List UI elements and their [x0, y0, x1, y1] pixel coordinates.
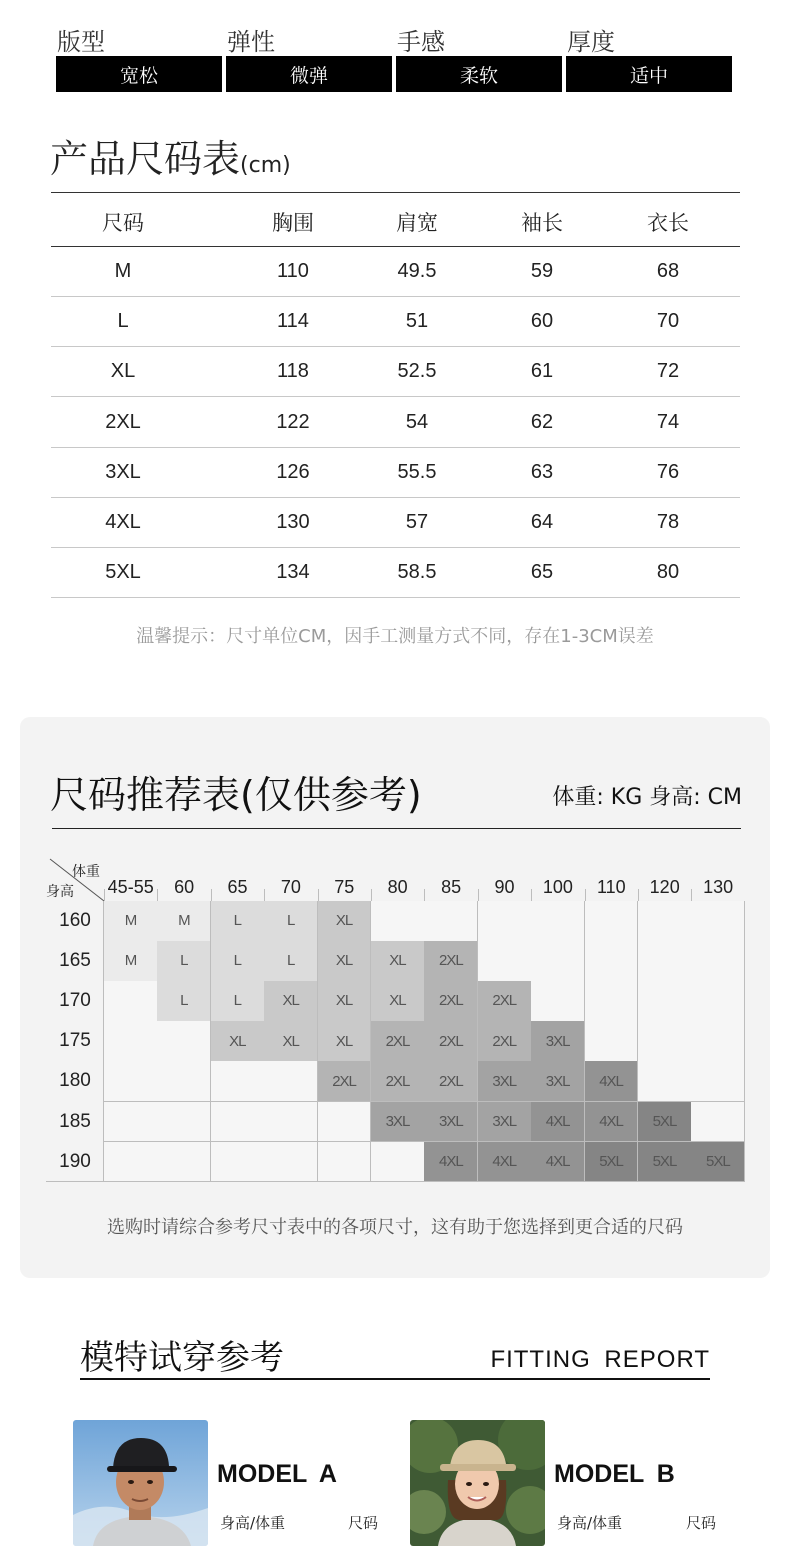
model-b-size-label: 尺码	[686, 1514, 717, 1532]
size-recommend-cell	[104, 1102, 158, 1143]
size-table-header-cell: 胸围	[272, 211, 314, 235]
attr-label-thickness: 厚度	[567, 28, 615, 56]
size-table-row	[51, 297, 740, 347]
size-recommend-cell: 3XL	[424, 1102, 478, 1143]
size-table-cell: 76	[656, 460, 680, 483]
size-recommend-cell	[211, 1102, 265, 1143]
column-tick	[585, 889, 586, 901]
size-recommend-cell	[691, 901, 745, 942]
weight-column-header: 130	[703, 876, 734, 897]
size-table-row	[51, 347, 740, 397]
size-recommend-cell	[638, 941, 692, 982]
size-recommend-cell: 3XL	[371, 1102, 425, 1143]
size-recommend-cell	[104, 981, 158, 1022]
corner-height-label: 身高	[46, 884, 74, 900]
size-recommend-cell: 3XL	[478, 1061, 532, 1102]
size-table-row	[51, 548, 740, 598]
size-recommend-cell: 2XL	[424, 1021, 478, 1062]
size-recommend-cell	[585, 1021, 639, 1062]
size-table-cell: 54	[405, 410, 429, 433]
weight-column-header: 65	[227, 876, 248, 897]
size-recommend-cell	[638, 901, 692, 942]
size-recommend-cell	[478, 941, 532, 982]
size-recommend-cell	[691, 1021, 745, 1062]
size-recommend-cell: 4XL	[531, 1142, 585, 1183]
size-recommend-cell: XL	[318, 1021, 372, 1062]
size-recommend-cell: 2XL	[371, 1061, 425, 1102]
size-recommend-cell	[585, 901, 639, 942]
size-recommend-cell: 4XL	[531, 1102, 585, 1143]
size-table-cell: 57	[405, 511, 429, 533]
size-recommend-cell	[157, 1021, 211, 1062]
size-recommend-cell: XL	[264, 1021, 318, 1062]
size-table-cell: XL	[110, 360, 136, 383]
size-recommend-cell: 4XL	[424, 1142, 478, 1183]
size-recommend-cell: XL	[371, 941, 425, 982]
size-table-cell: 80	[656, 561, 680, 584]
size-recommend-cell: 2XL	[424, 941, 478, 982]
size-recommend-cell: 4XL	[478, 1142, 532, 1183]
size-recommend-cell	[157, 1061, 211, 1102]
size-recommend-cell: L	[264, 941, 318, 982]
size-table-cell: 5XL	[105, 561, 141, 584]
size-recommend-cell: XL	[318, 981, 372, 1022]
column-tick	[104, 889, 105, 901]
size-recommend-cell	[104, 1021, 158, 1062]
weight-column-header: 70	[280, 876, 301, 897]
size-recommend-cell: 5XL	[585, 1142, 639, 1183]
weight-column-header: 110	[596, 876, 626, 897]
column-tick	[318, 889, 319, 901]
size-recommend-cell: L	[211, 941, 265, 982]
size-table-cell: 110	[277, 260, 309, 282]
weight-column-header: 85	[441, 876, 462, 897]
model-b-photo	[410, 1420, 545, 1546]
size-table-note: 温馨提示：尺寸单位CM，因手工测量方式不同，存在1-3CM误差	[136, 626, 654, 647]
size-recommend-cell: 2XL	[478, 1021, 532, 1062]
size-recommend-cell	[104, 1142, 158, 1183]
size-recommend-cell	[585, 981, 639, 1022]
size-recommend-cell: XL	[371, 981, 425, 1022]
height-row-header: 165	[59, 950, 91, 972]
size-recommend-cell	[318, 1142, 372, 1183]
size-recommend-cell: XL	[211, 1021, 265, 1062]
weight-column-header: 90	[494, 876, 515, 897]
size-table-cell: 51	[405, 310, 429, 333]
column-tick	[478, 889, 479, 901]
size-recommend-cell: L	[157, 941, 211, 982]
size-recommend-cell	[424, 901, 478, 942]
column-tick	[264, 889, 265, 901]
column-tick	[638, 889, 639, 901]
size-table-cell: 68	[656, 260, 680, 282]
size-table-header-cell: 袖长	[521, 211, 563, 235]
size-recommend-cell: L	[211, 901, 265, 942]
recommend-divider	[52, 828, 741, 829]
size-recommend-cell: XL	[264, 981, 318, 1022]
attr-value-fit: 宽松	[56, 56, 222, 92]
size-table-cell: 65	[530, 561, 554, 584]
size-table-cell: 114	[277, 310, 309, 333]
size-recommend-cell	[211, 1142, 265, 1183]
size-recommend-cell: 5XL	[638, 1102, 692, 1143]
weight-column-header: 75	[334, 876, 355, 897]
size-recommend-cell	[691, 1102, 745, 1143]
model-a-size-label: 尺码	[348, 1514, 379, 1532]
weight-column-header: 120	[649, 876, 680, 897]
size-recommend-cell: M	[104, 901, 158, 942]
size-table-row	[51, 398, 740, 448]
size-table-cell: 4XL	[105, 511, 141, 533]
size-recommend-cell: 2XL	[478, 981, 532, 1022]
size-recommend-cell	[264, 1102, 318, 1143]
size-recommend-cell: 2XL	[371, 1021, 425, 1062]
size-table-header-cell: 肩宽	[396, 211, 438, 235]
size-table-title-text: 产品尺码表	[50, 137, 241, 181]
size-recommend-cell: 2XL	[424, 981, 478, 1022]
size-table-header-cell: 尺码	[102, 211, 144, 235]
column-tick	[157, 889, 158, 901]
recommend-title: 尺码推荐表(仅供参考)	[50, 773, 422, 817]
size-recommend-cell	[531, 901, 585, 942]
model-a-meta-label: 身高/体重	[220, 1514, 286, 1532]
size-table-cell: 126	[276, 460, 310, 483]
size-recommend-cell	[691, 981, 745, 1022]
weight-column-header: 100	[542, 876, 573, 897]
size-recommend-cell: 3XL	[478, 1102, 532, 1143]
column-tick	[211, 889, 212, 901]
size-table-cell: 72	[656, 360, 680, 383]
fitting-title: 模特试穿参考	[80, 1338, 284, 1378]
size-recommend-cell	[371, 901, 425, 942]
height-row-header: 185	[59, 1110, 91, 1132]
height-row-header: 170	[59, 990, 91, 1012]
size-recommend-cell	[585, 941, 639, 982]
attr-label-feel: 手感	[397, 28, 445, 56]
size-recommend-cell: 2XL	[318, 1061, 372, 1102]
size-table-cell: M	[114, 260, 132, 282]
weight-column-header: 45-55	[107, 876, 154, 897]
size-table-cell: 52.5	[397, 360, 437, 383]
recommend-note: 选购时请综合参考尺寸表中的各项尺寸，这有助于您选择到更合适的尺码	[107, 1217, 683, 1238]
size-recommend-cell	[157, 1142, 211, 1183]
size-recommend-cell	[638, 1061, 692, 1102]
column-tick	[424, 889, 425, 901]
size-table-cell: 70	[656, 310, 680, 333]
model-b-meta-label: 身高/体重	[557, 1514, 623, 1532]
attr-value-elasticity: 微弹	[226, 56, 392, 92]
size-table-cell: L	[117, 310, 129, 333]
size-recommend-cell: L	[264, 901, 318, 942]
size-recommend-cell: 2XL	[424, 1061, 478, 1102]
size-table-cell: 62	[530, 410, 554, 433]
size-recommend-cell	[264, 1142, 318, 1183]
size-table-row	[51, 498, 740, 548]
size-table-cell: 78	[656, 511, 680, 533]
size-table-cell: 130	[276, 511, 310, 533]
model-a-name: MODEL A	[217, 1460, 337, 1488]
size-recommend-cell: XL	[318, 941, 372, 982]
height-row-header: 160	[59, 910, 91, 931]
height-row-header: 190	[59, 1150, 91, 1172]
attr-value-feel: 柔软	[396, 56, 562, 92]
model-b-name: MODEL B	[554, 1460, 675, 1488]
size-recommend-cell: L	[211, 981, 265, 1022]
size-table-top-divider	[51, 192, 740, 193]
size-table-cell: 2XL	[105, 410, 141, 433]
size-recommend-cell: 5XL	[691, 1142, 745, 1183]
column-tick	[371, 889, 372, 901]
size-recommend-cell: XL	[318, 901, 372, 942]
size-recommend-cell: 5XL	[638, 1142, 692, 1183]
size-recommend-grid	[46, 857, 745, 1185]
size-table-row	[51, 448, 740, 498]
size-recommend-cell	[211, 1061, 265, 1102]
height-row-header: 180	[59, 1070, 91, 1092]
size-recommend-cell	[691, 941, 745, 982]
fitting-divider	[80, 1378, 710, 1380]
weight-column-header: 60	[174, 876, 195, 897]
size-table-title	[50, 128, 291, 183]
size-recommend-cell: M	[104, 941, 158, 982]
recommend-units: 体重: KG 身高: CM	[552, 785, 742, 810]
size-recommend-cell	[691, 1061, 745, 1102]
size-recommend-cell	[318, 1102, 372, 1143]
model-a-photo	[73, 1420, 208, 1546]
size-table-cell: 49.5	[397, 260, 437, 282]
size-table-cell: 122	[276, 410, 310, 433]
size-recommend-cell: 4XL	[585, 1061, 639, 1102]
size-recommend-cell: 4XL	[585, 1102, 639, 1143]
weight-column-header: 80	[387, 876, 408, 897]
column-tick	[531, 889, 532, 901]
column-tick	[691, 889, 692, 901]
size-table-header-cell: 衣长	[647, 211, 689, 235]
size-recommend-cell	[638, 981, 692, 1022]
size-table-cell: 74	[656, 410, 680, 433]
size-recommend-cell	[104, 1061, 158, 1102]
attr-label-fit: 版型	[57, 28, 105, 56]
size-recommend-cell	[638, 1021, 692, 1062]
size-recommend-cell: M	[157, 901, 211, 942]
corner-weight-label: 体重	[72, 864, 100, 880]
size-table-cell: 61	[530, 360, 554, 383]
size-table-cell: 134	[276, 561, 310, 584]
size-table-unit: (cm)	[240, 153, 291, 178]
size-recommend-cell	[264, 1061, 318, 1102]
attr-label-elasticity: 弹性	[227, 28, 275, 56]
size-table-cell: 60	[530, 310, 554, 333]
attr-value-thickness: 适中	[566, 56, 732, 92]
size-recommend-cell	[531, 941, 585, 982]
size-table-cell: 63	[530, 460, 554, 483]
size-table-cell: 3XL	[105, 460, 141, 483]
size-table-row	[51, 247, 740, 297]
size-recommend-cell	[157, 1102, 211, 1143]
size-recommend-cell: 3XL	[531, 1061, 585, 1102]
size-recommend-cell: L	[157, 981, 211, 1022]
height-row-header: 175	[59, 1030, 91, 1052]
size-recommend-cell	[478, 901, 532, 942]
fitting-title-en: FITTING REPORT	[490, 1346, 710, 1373]
size-recommend-cell: 3XL	[531, 1021, 585, 1062]
size-recommend-cell	[531, 981, 585, 1022]
size-table-cell: 55.5	[397, 460, 437, 483]
size-recommend-cell	[371, 1142, 425, 1183]
size-table-cell: 58.5	[397, 561, 437, 584]
size-table-cell: 59	[530, 260, 554, 282]
size-table-cell: 64	[530, 511, 554, 533]
size-table-cell: 118	[277, 360, 309, 383]
